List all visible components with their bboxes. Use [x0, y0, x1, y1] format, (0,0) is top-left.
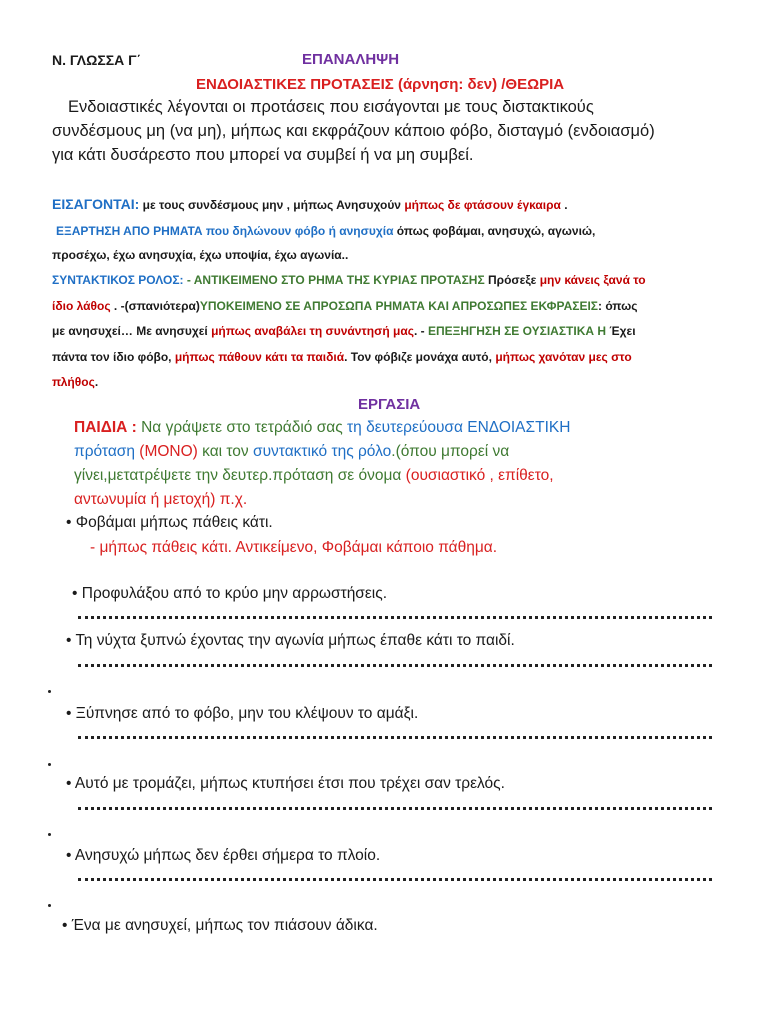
intro-example: μήπως δε φτάσουν έγκαιρα [404, 198, 561, 212]
bullet-icon: • [62, 917, 68, 934]
exercise-text-2d: .(όπου μπορεί να [391, 443, 510, 460]
exercise-text-2b: και τον [197, 443, 253, 460]
syntax-example-4: μήπως χανόταν μες στο [495, 350, 632, 364]
syntax-text-2: . -(σπανιότερα) [110, 299, 200, 313]
intro-label: ΕΙΣΑΓΟΝΤΑΙ: [52, 196, 140, 212]
stray-dot [48, 833, 51, 836]
answer-line-5[interactable] [78, 874, 712, 881]
stray-dot [48, 690, 51, 693]
exercise-line-3 [74, 467, 554, 485]
exercise-text-2c: συντακτικό της ρόλο [253, 443, 392, 460]
syntax-text-4: πάντα τον ίδιο φόβο, [52, 350, 175, 364]
exercise-text-3b: (ουσιαστικό , επίθετο, [405, 467, 554, 484]
example-answer: - μήπως πάθεις κάτι. Αντικείμενο, Φοβάμαι κάποιο πάθημα. [90, 539, 498, 556]
syntax-line-3 [52, 324, 636, 338]
answer-line-3[interactable] [78, 732, 712, 739]
theory-line-3: για κάτι δυσάρεστο που μπορεί να συμβεί ή να μη συμβεί. [52, 146, 474, 164]
exercise-sentence: Τη νύχτα ξυπνώ έχοντας την αγωνία μήπως έπαθε κάτι το παιδί. [75, 632, 515, 649]
exercise-item-6 [62, 917, 378, 935]
syntax-line-2 [52, 299, 638, 313]
intro-text: με τους συνδέσμους μην , μήπως Ανησυχούν [139, 198, 405, 212]
exercise-item-1 [72, 585, 387, 603]
exercise-sentence: Προφυλάξου από το κρύο μην αρρωστήσεις. [81, 585, 388, 602]
exercise-item-3 [66, 705, 418, 723]
page-subtitle: ΕΝΔΟΙΑΣΤΙΚΕΣ ΠΡΟΤΑΣΕΙΣ (άρνηση: δεν) /ΘΕΩΡΙΑ [196, 76, 565, 93]
example-sentence: Φοβάμαι μήπως πάθεις κάτι. [75, 514, 273, 531]
bullet-icon: • [66, 705, 72, 722]
syntax-example-1b: ίδιο λάθος [52, 299, 111, 313]
syntax-example-3: μήπως πάθουν κάτι τα παιδιά [174, 350, 345, 364]
bullet-icon: • [66, 632, 72, 649]
syntax-line-4 [52, 350, 632, 364]
syntax-line-5 [52, 375, 98, 389]
exercise-line-2 [74, 443, 509, 461]
syntax-example-4b: πλήθος [52, 375, 95, 389]
syntax-text-1: Πρόσεξε [484, 273, 540, 287]
syntax-object: - ΑΝΤΙΚΕΙΜΕΝΟ ΣΤΟ ΡΗΜΑ ΤΗΣ ΚΥΡΙΑΣ ΠΡΟΤΑΣΗΣ [183, 273, 485, 287]
exercise-text-2: πρόταση [74, 443, 140, 460]
syntax-example-2: μήπως αναβάλει τη συνάντησή μας [211, 324, 414, 338]
stray-dot [48, 904, 51, 907]
stray-dot [48, 763, 51, 766]
intro-line [52, 196, 568, 212]
exercise-sentence: Ξύπνησε από το φόβο, μην του κλέψουν το αμάξι. [75, 705, 419, 722]
dependence-text: όπως φοβάμαι, ανησυχώ, αγωνιώ, [393, 224, 596, 238]
exercise-item-2 [66, 632, 515, 650]
dependence-line-2: προσέχω, έχω ανησυχία, έχω υποψία, έχω αγωνία.. [52, 248, 349, 262]
intro-end: . [560, 198, 568, 212]
exercise-text-1: Να γράψετε στο τετράδιό σας [141, 419, 348, 436]
answer-line-2[interactable] [78, 660, 712, 667]
bullet-icon: • [66, 514, 72, 531]
page-title: ΕΠΑΝΑΛΗΨΗ [302, 51, 400, 68]
exercise-item-5 [66, 847, 380, 865]
exercise-kids: ΠΑΙΔΙΑ : [74, 419, 142, 436]
dependence-line [56, 224, 595, 238]
exercise-sentence: Αυτό με τρομάζει, μήπως κτυπήσει έτσι που τρέχει σαν τρελός. [74, 775, 505, 792]
syntax-example-1: μην κάνεις ξανά το [539, 273, 646, 287]
syntax-text-2b: : όπως [597, 299, 638, 313]
syntax-text-3c: Έχει [606, 324, 636, 338]
answer-line-4[interactable] [78, 803, 712, 810]
syntax-text-5: . [94, 375, 99, 389]
theory-line-2: συνδέσμους μη (να μη), μήπως και εκφράζουν κάποιο φόβο, δισταγμό (ενδοιασμό) [52, 122, 655, 140]
exercise-text-3: γίνει,μετατρέψετε την δευτερ.πρόταση σε όνομα [74, 467, 406, 484]
syntax-subject: ΥΠΟΚΕΙΜΕΝΟ ΣΕ ΑΠΡΟΣΩΠΑ ΡΗΜΑΤΑ ΚΑΙ ΑΠΡΟΣΩΠΕΣ ΕΚΦΡΑΣΕΙΣ [199, 299, 598, 313]
syntax-line-1 [52, 273, 646, 287]
exercise-line-1 [74, 419, 570, 437]
bullet-icon: • [66, 775, 72, 792]
bullet-icon: • [66, 847, 72, 864]
exercise-sentence: Ανησυχώ μήπως δεν έρθει σήμερα το πλοίο. [74, 847, 381, 864]
syntax-explanation: ΕΠΕΞΗΓΗΣΗ ΣΕ ΟΥΣΙΑΣΤΙΚΑ Η [427, 324, 607, 338]
exercise-sentence: Ένα με ανησυχεί, μήπως τον πιάσουν άδικα. [71, 917, 378, 934]
answer-line-1[interactable] [78, 612, 712, 619]
syntax-text-3: με ανησυχεί… Με ανησυχεί [52, 324, 212, 338]
exercise-eg: π.χ. [215, 491, 248, 508]
exercise-item-4 [66, 775, 505, 793]
exercise-line-4 [74, 491, 247, 509]
exercise-text-1b: τη δευτερεύουσα ΕΝΔΟΙΑΣΤΙΚΗ [347, 419, 571, 436]
syntax-text-3b: . - [413, 324, 428, 338]
syntax-label: ΣΥΝΤΑΚΤΙΚΟΣ ΡΟΛΟΣ: [52, 273, 184, 287]
dependence-label: ΕΞΑΡΤΗΣΗ ΑΠΟ ΡΗΜΑΤΑ που δηλώνουν φόβο ή ανησυχία [56, 224, 394, 238]
exercise-text-4: αντωνυμία ή μετοχή) [74, 491, 216, 508]
exercise-only: (ΜΟΝΟ) [139, 443, 198, 460]
example-item [66, 514, 273, 532]
syntax-text-4b: . Τον φόβιζε μονάχα αυτό, [344, 350, 496, 364]
theory-line-1: Ενδοιαστικές λέγονται οι προτάσεις που εισάγονται με τους διστακτικούς [68, 98, 594, 116]
subject-label: Ν. ΓΛΩΣΣΑ Γ΄ [52, 52, 142, 68]
bullet-icon: • [72, 585, 78, 602]
exercise-title: ΕΡΓΑΣΙΑ [358, 396, 421, 413]
